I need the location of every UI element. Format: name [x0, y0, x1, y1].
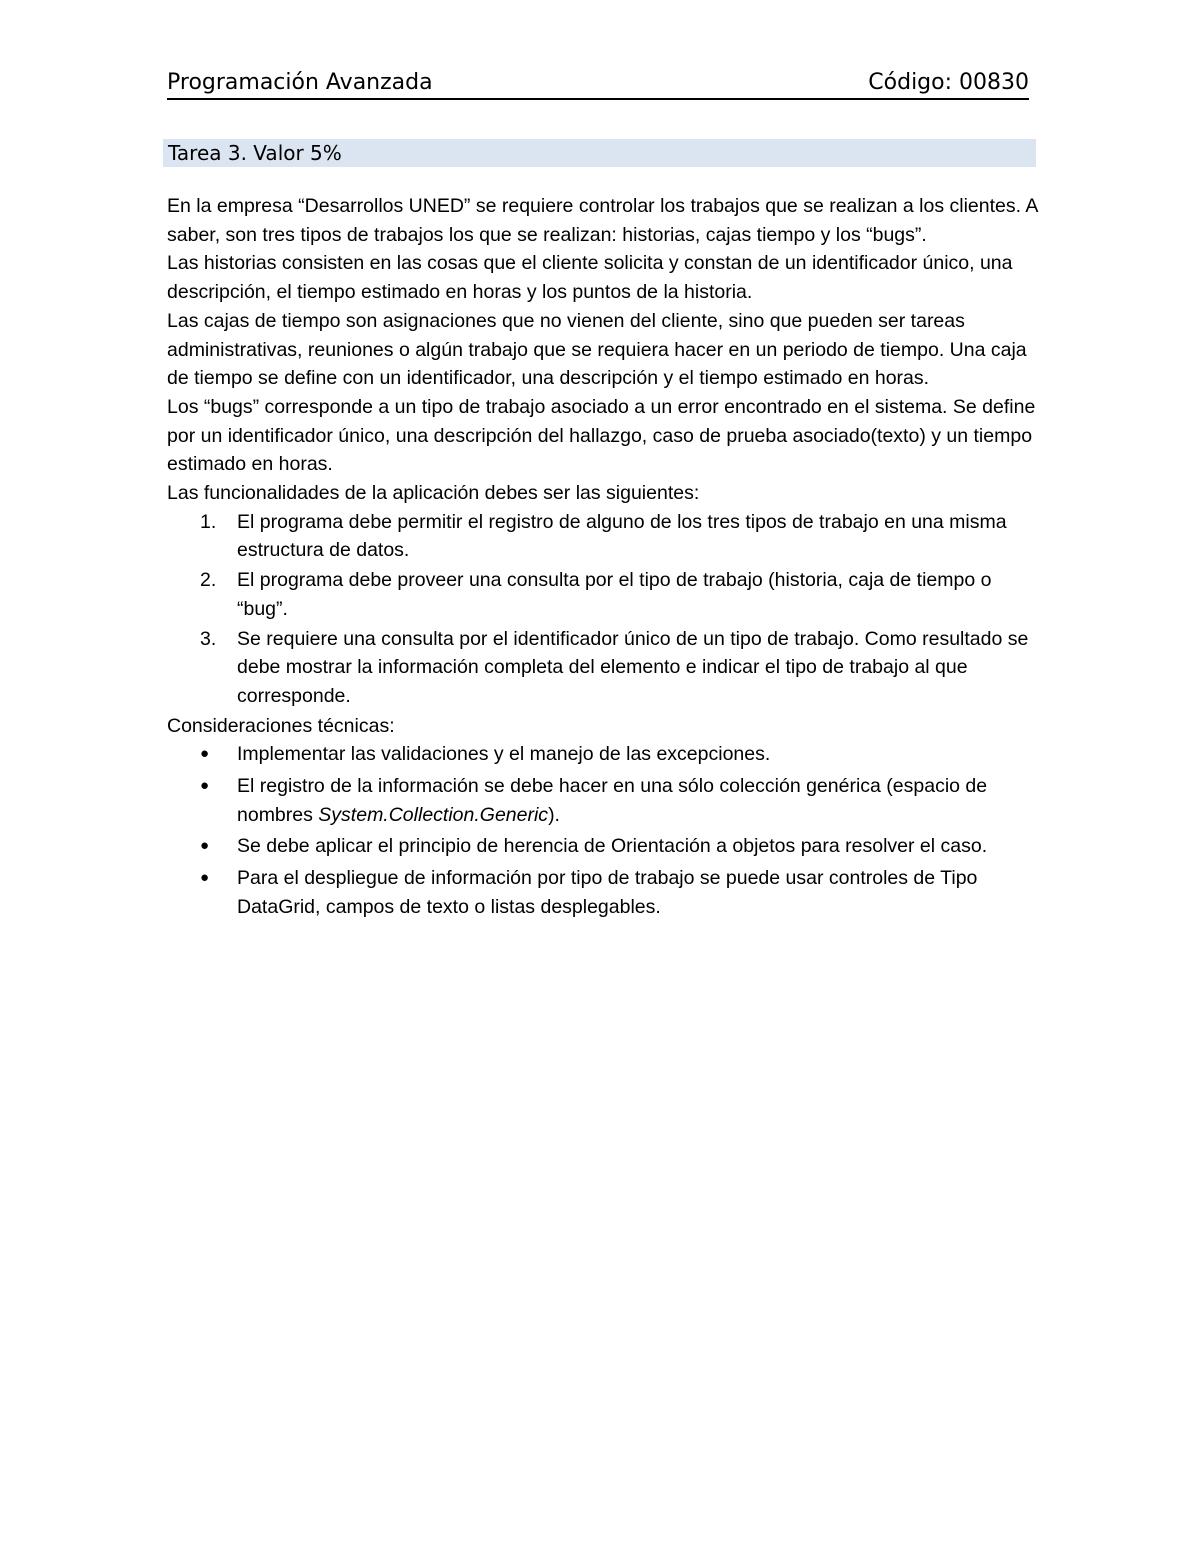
list-item	[167, 772, 1047, 829]
list-item-text: Se debe aplicar el principio de herencia de Orientación a objetos para resolver el caso.	[237, 835, 988, 858]
list-item-text: El programa debe proveer una consulta por el tipo de trabajo (historia, caja de tiempo o “bug”.	[237, 569, 992, 620]
technical-considerations-list	[167, 740, 1047, 921]
technical-considerations-heading: Consideraciones técnicas:	[167, 714, 395, 737]
namespace-name: System.Collection.Generic	[318, 803, 549, 826]
list-number: 3.	[200, 627, 217, 650]
list-item-text: Se requiere una consulta por el identificador único de un tipo de trabajo. Como resultado se debe mostrar la información completa del elemento e indicar el tipo de trabajo al que corresponde.	[237, 627, 1029, 707]
page-header	[167, 68, 1029, 100]
list-item	[167, 740, 1047, 769]
list-number: 1.	[200, 510, 217, 533]
list-item-text-end: ).	[548, 803, 560, 826]
bullet-icon: ●	[200, 837, 210, 855]
bugs-paragraph: Los “bugs” corresponde a un tipo de trabajo asociado a un error encontrado en el sistema. Se define por un identificador único, una descripción del hallazgo, caso de prueba asociado(texto) y un tiempo estimado en horas.	[167, 395, 1036, 476]
list-item-text-start: El registro de la información se debe hacer en una sólo colección genérica (espacio de nombres	[237, 775, 988, 826]
assignment-body	[167, 192, 1047, 925]
list-item-text: Para el despliegue de información por tipo de trabajo se puede usar controles de Tipo DataGrid, campos de texto o listas desplegables.	[237, 867, 978, 918]
stories-paragraph: Las historias consisten en las cosas que el cliente solicita y constan de un identificador único, una descripción, el tiempo estimado en horas y los puntos de la historia.	[167, 252, 1013, 304]
list-item-text: Implementar las validaciones y el manejo de las excepciones.	[237, 743, 771, 766]
list-item	[167, 625, 1047, 711]
requirements-list	[167, 508, 1047, 711]
course-name: Programación Avanzada	[167, 70, 433, 95]
intro-paragraph: En la empresa “Desarrollos UNED” se requiere controlar los trabajos que se realizan a los clientes. A saber, son tres tipos de trabajos los que se realizan: historias, cajas tiempo y los “bugs”.	[167, 195, 1038, 246]
bullet-icon: ●	[200, 745, 210, 763]
list-item	[167, 566, 1047, 623]
list-item-text: El programa debe permitir el registro de alguno de los tres tipos de trabajo en una misma estructura de datos.	[237, 510, 1007, 562]
bullet-icon: ●	[200, 777, 210, 795]
task-title: Tarea 3. Valor 5%	[163, 139, 1036, 167]
bullet-icon: ●	[200, 869, 210, 887]
functionalities-intro: Las funcionalidades de la aplicación debes ser las siguientes:	[167, 482, 700, 505]
course-code: Código: 00830	[868, 70, 1029, 95]
list-number: 2.	[200, 569, 217, 592]
list-item	[167, 864, 1047, 921]
list-item	[167, 508, 1047, 565]
timeboxes-paragraph: Las cajas de tiempo son asignaciones que no vienen del cliente, sino que pueden ser tareas administrativas, reuniones o algún trabajo que se requiera hacer en un periodo de tiempo. Una caja de tiempo se define con un identificador, una descripción y el tiempo estimado en horas.	[167, 309, 1027, 390]
list-item	[167, 832, 1047, 861]
